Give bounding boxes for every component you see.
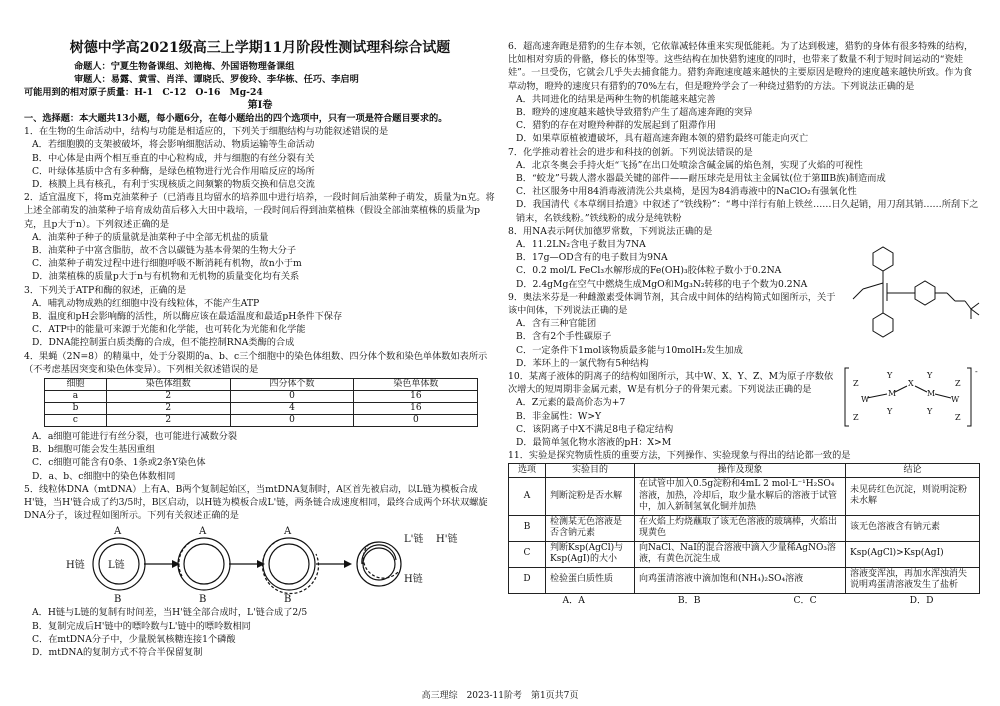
q9-option-b: B．含有2个手性碳原子	[516, 331, 612, 343]
table-cell: 16	[354, 403, 478, 415]
table-cell: 判断Ksp(AgCl)与Ksp(AgI)的大小	[546, 541, 635, 567]
q8-option-b: B．17g—OD含有的电子数目为9NA	[516, 252, 668, 264]
q7-option-d: D．我国清代《本草纲目拾遗》中叙述了“铁线粉”：“粤中洋行有舶上铁丝……日久起销，用刀刮其销……所刮下之销末，名铁线粉。”铁线粉的成分是纯铁粉	[516, 199, 979, 224]
atom-z: Z	[853, 379, 859, 389]
table-row	[509, 567, 980, 593]
label-a: A	[114, 526, 122, 538]
q10-option-b: B．非金属性：W>Y	[516, 410, 602, 422]
atomic-masses: 可能用到的相对原子质量：H-1 C-12 O-16 Mg-24	[24, 87, 263, 98]
question-4: 4．果蝇（2N=8）的精巢中，处于分裂期的a、b、c三个细胞中的染色体组数、四分体个数和染色单体数如表所示（不考虑基因突变和染色体变异）。下列相关叙述错误的是	[24, 350, 488, 375]
label-b: B	[284, 594, 292, 605]
q11-table-header: 实验目的	[546, 463, 635, 478]
atom-y: Y	[887, 407, 893, 417]
table-cell: A	[509, 478, 546, 516]
label-a: A	[284, 526, 292, 538]
q3-option-d: D．DNA能控制蛋白质类酶的合成，但不能控制RNA类酶的合成	[32, 337, 295, 349]
q4-table-header: 染色体组数	[106, 379, 230, 391]
label-a: A	[199, 526, 207, 538]
q2-option-d: D．油菜植株的质量p大于n与有机物和无机物的质量变化均有关系	[32, 271, 300, 283]
proposers: 命题人：宁夏生物备课组、刘艳梅、外国语物理备课组	[74, 61, 295, 72]
q11-option-a: A．A	[562, 594, 585, 606]
table-cell: Ksp(AgCl)>Ksp(AgI)	[846, 541, 980, 567]
label-h-prime-chain: H'链	[436, 534, 458, 546]
q3-option-a: A．哺乳动物成熟的红细胞中没有线粒体，不能产生ATP	[32, 297, 260, 309]
q6-option-b: B．瞪羚的速度越来越快导致猎豹产生了超高速奔跑的突异	[516, 107, 753, 119]
q8-option-a: A．11.2LN₂含电子数目为7NA	[516, 239, 646, 251]
left-column	[24, 40, 496, 659]
q4-option-a: A．a细胞可能进行有丝分裂，也可能进行减数分裂	[32, 431, 238, 443]
q4-table	[44, 378, 478, 427]
atom-z: Z	[955, 379, 961, 389]
table-cell: 2	[106, 403, 230, 415]
question-8: 8．用NA表示阿伏加德罗常数，下列说法正确的是	[508, 225, 713, 237]
atom-z: Z	[853, 413, 859, 423]
q6-option-d: D．如果草原植被遭破坏，具有超高速奔跑本领的猎豹最终可能走向灭亡	[516, 133, 809, 145]
table-cell: 向NaCl、NaI的混合溶液中滴入少量稀AgNO₃溶液，有黄色沉淀生成	[635, 541, 846, 567]
atom-x: X	[908, 379, 914, 389]
q11-option-d: D．D	[909, 594, 934, 606]
question-11: 11．实验是探究物质性质的重要方法，下列操作、实验现象与得出的结论都一致的是	[508, 450, 851, 462]
table-cell: D	[509, 567, 546, 593]
q4-table-header: 细胞	[45, 379, 107, 391]
table-cell: 未见砖红色沉淀，则说明淀粉未水解	[846, 478, 980, 516]
q6-option-c: C．猎豹的存在对瞪羚种群的发展起到了阻滞作用	[516, 120, 716, 132]
atom-w: W	[951, 395, 960, 405]
mtdna-diagram	[24, 524, 496, 604]
anion-structure-figure	[843, 364, 978, 430]
q8-option-c: C．0.2 mol/L FeCl₃水解形成的Fe(OH)₃胶体粒子数小于0.2NA	[516, 265, 782, 277]
question-9-block	[508, 291, 980, 370]
table-cell: 在火焰上灼烧蘸取了该无色溶液的玻璃棒，火焰出现黄色	[635, 515, 846, 541]
q9-option-d: D．苯环上的一氯代物有5种结构	[516, 357, 649, 369]
label-b: B	[199, 594, 207, 605]
table-cell: 0	[230, 391, 354, 403]
q3-option-b: B．温度和pH会影响酶的活性，所以酶应该在最适温度和最适pH条件下保存	[32, 311, 343, 323]
q2-option-c: C．油菜种子萌发过程中进行细胞呼吸不断消耗有机物，故n小于m	[32, 258, 302, 270]
table-cell: b	[45, 403, 107, 415]
q10-option-a: A．Z元素的最高价态为+7	[516, 397, 626, 409]
question-7: 7．化学推动着社会的进步和科技的创新。下列说法错误的是	[508, 146, 753, 158]
q2-option-b: B．油菜种子中富含脂肪，故不含以碳链为基本骨架的生物大分子	[32, 245, 297, 257]
q9-option-a: A．含有三种官能团	[516, 318, 597, 330]
table-cell: 在试管中加入0.5g淀粉和4mL 2 mol·L⁻¹H₂SO₄溶液，加热，冷却后，取少量水解后的溶液于试管中，加入新制氢氧化铜并加热	[635, 478, 846, 516]
q11-option-c: C．C	[793, 594, 817, 606]
table-cell: 检测某无色溶液是否含钠元素	[546, 515, 635, 541]
q4-option-d: D．a、b、c细胞中的染色体数相同	[32, 470, 176, 482]
q8-option-d: D．2.4gMg在空气中燃烧生成MgO和Mg₃N₂转移的电子个数为0.2NA	[516, 278, 808, 290]
molecule-structure-figure	[843, 243, 983, 361]
table-cell: a	[45, 391, 107, 403]
atom-m: M	[927, 389, 936, 399]
atom-y: Y	[887, 371, 893, 381]
q4-option-b: B．b细胞可能会发生基因重组	[32, 444, 155, 456]
atom-y: Y	[927, 371, 933, 381]
q11-options	[516, 594, 980, 607]
atom-w: W	[861, 395, 870, 405]
q1-option-d: D．核膜上具有核孔，有利于实现核质之间频繁的物质交换和信息交流	[32, 179, 315, 191]
q5-option-d: D．mtDNA的复制方式不符合半保留复制	[32, 647, 203, 659]
q1-option-c: C．叶绿体基质中含有多种酶，是绿色植物进行光合作用暗反应的场所	[32, 165, 315, 177]
table-cell: 检验蛋白质性质	[546, 567, 635, 593]
q4-table-header: 染色单体数	[354, 379, 478, 391]
table-cell: 溶液变浑浊，再加水浑浊消失说明鸡蛋清溶液发生了盐析	[846, 567, 980, 593]
q11-table-header: 操作及现象	[635, 463, 846, 478]
table-cell: 判断淀粉是否水解	[546, 478, 635, 516]
page-footer: 高三理综 2023-11阶考 第1页共7页	[421, 691, 579, 701]
q7-option-a: A．北京冬奥会手持火炬“飞扬”在出口处喷涂含碱金属的焰色剂，实现了火焰的可视性	[516, 159, 863, 171]
label-l-prime-chain: L'链	[404, 534, 424, 546]
question-6: 6．超高速奔跑是猎豹的生存本领，它依靠减轻体重来实现低能耗。为了达到极速，猎豹的身体有很多特殊的结构，比如相对穷质的骨骼，修长的体型等。这些结构在加快猎豹速度的同时，也带来了数量不利于短时间运动的“瓷娃娃”。一旦受伤，它就会几乎失去捕食能力。猎豹奔跑速度越来越快的主要原因是瞪羚的速度越来越快所致。作为食草动物，瞪羚的速度只有猎豹的70%左右，但是瞪羚学会了一种绕过猎豹的方法。下列说法正确的是	[508, 41, 974, 92]
question-2: 2．适宜温度下，将m克油菜种子（已消毒且均留水的培养皿中进行培养，一段时间后油菜种子萌发，质量为n克。将上述全部萌发的油菜种子培育成幼苗后移入大田中栽培，一段时间后得到油菜植株（假设全部油菜植株的质量为p克，且p大于n）。下列叙述正确的是	[24, 192, 495, 230]
q1-option-a: A．若细胞膜的支架被破坏，将会影响细胞活动、物质运输等生命活动	[32, 139, 315, 151]
right-column	[508, 40, 980, 607]
q4-option-c: C．c细胞可能含有0条、1条或2条Y染色体	[32, 457, 206, 469]
mtdna-replication-figure	[24, 524, 496, 604]
table-cell: 2	[106, 391, 230, 403]
question-5: 5．线粒体DNA（mtDNA）上有A、B两个复制起始区，当mtDNA复制时，A区首先被启动，以L链为模板合成H'链，当H'链合成了约3/5时，B区启动，以H链为模板合成L'链，两条链合成速度相同，最终合成两个环状双螺旋DNA分子，该过程如图所示。下列有关叙述正确的是	[24, 483, 488, 522]
q5-option-b: B．复制完成后H'链中的嘌呤数与L'链中的嘌呤数相同	[32, 620, 251, 632]
table-row	[45, 391, 478, 403]
q7-option-b: B．“蛟龙”号载人潜水器最关键的部件——耐压球壳是用钛主金属钛(位于第ⅢB族)制造而成	[516, 173, 886, 185]
label-h-chain: H链	[66, 560, 85, 572]
label-b: B	[114, 594, 122, 605]
q7-option-c: C．社区服务中用84消毒液清洗公共桌椅，是因为84消毒液中的NaClO₂有强氧化性	[516, 186, 857, 198]
q5-option-c: C．在mtDNA分子中，少量脱氧核糖连接1个磷酸	[32, 633, 236, 645]
q11-table-header: 选项	[509, 463, 546, 478]
table-cell: 0	[230, 415, 354, 427]
part1-instructions: 一、选择题：本大题共13小题，每小题6分，在每小题给出的四个选项中，只有一项是符合题目要求的。	[24, 113, 448, 124]
q4-table-header: 四分体个数	[230, 379, 354, 391]
question-9: 9．奥法米芬是一种雌激素受体调节剂，其合成中间体的结构简式如图所示，关于该中间体，下列说法正确的是	[508, 291, 836, 317]
table-cell: 0	[354, 415, 478, 427]
q10-option-d: D．最简单氢化物水溶液的pH：X>M	[516, 437, 672, 449]
atom-m: M	[888, 389, 897, 399]
q5-option-a: A．H链与L链的复制有时间差，当H'链全部合成时，L'链合成了2/5	[32, 607, 308, 619]
table-cell: 16	[354, 391, 478, 403]
table-cell: C	[509, 541, 546, 567]
q9-option-c: C．一定条件下1mol该物质最多能与10molH₂发生加成	[516, 344, 743, 356]
table-row	[45, 415, 478, 427]
label-h-chain: H链	[404, 574, 423, 586]
table-row	[509, 478, 980, 516]
q11-option-b: B．B	[677, 594, 701, 606]
anion-charge: -	[975, 367, 978, 377]
table-row	[45, 403, 478, 415]
atom-y: Y	[927, 407, 933, 417]
table-cell: 4	[230, 403, 354, 415]
table-cell: 2	[106, 415, 230, 427]
table-row	[509, 541, 980, 567]
label-l-chain: L链	[108, 560, 125, 572]
q2-option-a: A．油菜种子种子的质量就是油菜种子中全部无机盐的质量	[32, 231, 269, 243]
table-cell: c	[45, 415, 107, 427]
table-cell: 该无色溶液含有钠元素	[846, 515, 980, 541]
q11-table-header: 结论	[846, 463, 980, 478]
question-10: 10．某离子液体的阴离子的结构如图所示，其中W、X、Y、Z、M为原子序数依次增大的短周期非金属元素，W是有机分子的骨架元素。下列说法正确的是	[508, 371, 834, 396]
q6-option-a: A．共同进化的结果是两种生物的机能越来越完善	[516, 93, 716, 105]
q1-option-b: B．中心体是由两个相互垂直的中心粒构成，并与细胞的有丝分裂有关	[32, 152, 315, 164]
table-cell: B	[509, 515, 546, 541]
q10-option-c: C．该阴离子中X不满足8电子稳定结构	[516, 423, 674, 435]
table-cell: 向鸡蛋清溶液中滴加饱和(NH₄)₂SO₄溶液	[635, 567, 846, 593]
page-title: 树德中学高2021级高三上学期11月阶段性测试理科综合试题	[69, 40, 451, 56]
q3-option-c: C．ATP中的能量可来源于光能和化学能，也可转化为光能和化学能	[32, 324, 306, 336]
question-1: 1．在生物的生命活动中，结构与功能是相适应的，下列关于细胞结构与功能叙述错误的是	[24, 126, 389, 138]
reviewers: 审题人：易露、黄雪、肖洋、谭晓氏、罗俊玲、李华栋、任巧、李启明	[74, 74, 359, 85]
question-3: 3．下列关于ATP和酶的叙述，正确的是	[24, 284, 187, 296]
atom-z: Z	[955, 413, 961, 423]
question-10-block	[508, 367, 980, 449]
section-title: 第Ⅰ卷	[247, 100, 273, 111]
q11-table	[508, 463, 980, 594]
table-row	[509, 515, 980, 541]
